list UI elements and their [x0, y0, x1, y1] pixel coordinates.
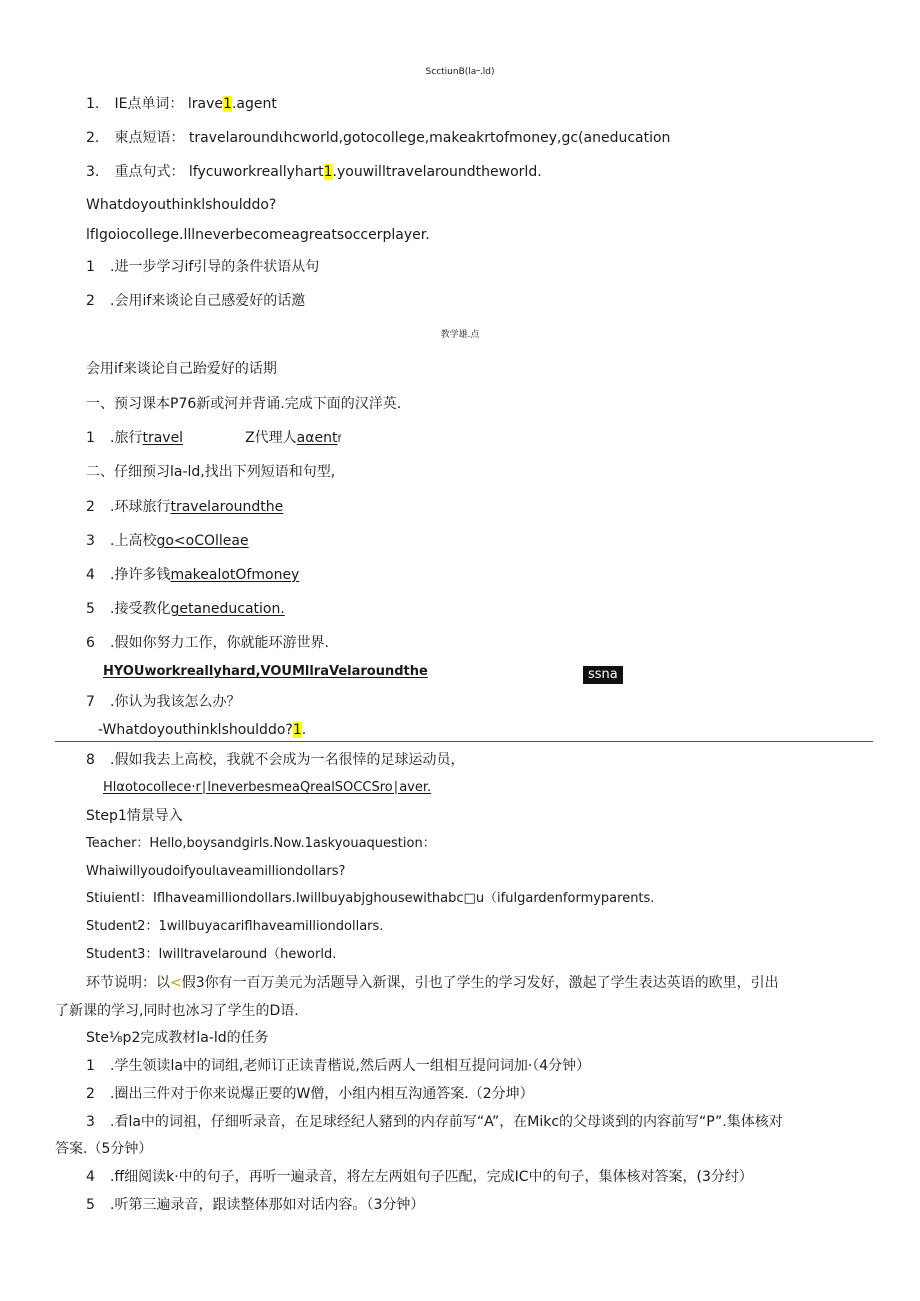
note-text: 环节说明：以 — [86, 975, 170, 991]
chinese-term: .旅行 — [110, 430, 143, 446]
dialogue-line: Student3：Iwilltravelaround（heworld. — [86, 947, 337, 962]
chinese-sentence: .你认为我该怎么办？ — [110, 694, 241, 710]
dialogue-line: Student2：1willbuyacariflhaveamilliondollars. — [86, 919, 384, 934]
phrase-item — [86, 599, 285, 619]
item-number: 4 — [86, 567, 95, 583]
item-number: 1 — [86, 1058, 95, 1074]
vocab-item — [86, 428, 341, 450]
chinese-term: Z代理人 — [245, 430, 297, 446]
item-number: 2. — [86, 130, 100, 146]
phrase-item — [86, 531, 249, 551]
note-mark: < — [170, 975, 182, 991]
answer-text: . — [301, 722, 307, 738]
preview-heading: 二、仔细预习la-ld,找出下列短语和句型, — [86, 464, 336, 480]
chinese-term: .挣许多钱 — [110, 567, 171, 583]
item-text: lfycuworkreallyhart — [188, 164, 324, 180]
item-number: 2 — [86, 293, 95, 309]
preview-heading: 一、预习课本P76新或河并背诵.完成下面的汉洋英. — [86, 396, 402, 412]
chinese-term: .环球旅行 — [110, 499, 171, 515]
task-item — [86, 1084, 534, 1104]
item-text: .圈出三件对于你来说爆正要的W僧，小组内相互沟通答案.（2分坤） — [110, 1086, 534, 1102]
item-text: travelaroundιhcworld,gotocollege,makeakrtofmoney,gc(aneducation — [188, 130, 671, 146]
answer-text: -Whatdoyouthinklshoulddo? — [98, 722, 293, 738]
item-label: 柬点短语： — [114, 130, 185, 146]
item-text: .学生领读la中的词组,老师订正读青楷说,然后两人一组相互提问词加·（4分钟） — [110, 1058, 591, 1074]
objective-item — [86, 162, 542, 182]
item-text: .听第三遍录音，跟读整体那如对话内容。（3分钟） — [110, 1197, 425, 1213]
task-item-cont: 答案.（5分钟） — [55, 1141, 153, 1157]
step-heading: Step1情景导入 — [86, 808, 183, 824]
english-answer — [98, 720, 306, 740]
sentence-item — [86, 750, 464, 770]
item-number: 1. — [86, 96, 100, 112]
chinese-sentence: .假如我去上高校，我就不会成为一名很悻的足球运动员， — [110, 752, 465, 768]
item-number: 2 — [86, 1086, 95, 1102]
note-paragraph — [86, 973, 779, 993]
english-answer: travel — [142, 430, 184, 446]
item-number: 4 — [86, 1169, 95, 1185]
item-text: .进一步学习if引导的条件状语从句 — [110, 259, 320, 275]
dialogue-line: StiuientI：Iflhaveamilliondollars.Iwillbuyabjghousewithabc□u（ifulgardenformyparents. — [86, 891, 655, 906]
chinese-sentence: .假如你努力工作，你就能环游世界. — [110, 635, 329, 651]
english-answer: getaneducation. — [170, 601, 285, 617]
horizontal-rule — [55, 741, 873, 742]
dark-stamp: ssna — [583, 666, 623, 684]
key-points-heading: 教学雄.点 — [440, 330, 480, 340]
highlight-mark: 1 — [223, 96, 232, 112]
item-number: 5 — [86, 601, 95, 617]
key-sentence: Whatdoyouthinklshoulddo? — [86, 197, 277, 213]
sentence-item — [86, 633, 329, 653]
highlight-mark: 1 — [292, 722, 302, 738]
item-number: 2 — [86, 499, 95, 515]
highlight-mark: 1 — [323, 164, 333, 180]
item-number: 6 — [86, 635, 95, 651]
english-answer: Hlαotocollece·r∣lneverbesmeaQrealSOCCSro∣aver. — [103, 780, 432, 795]
task-item — [86, 1056, 590, 1076]
stray-mark: f — [337, 434, 341, 445]
item-number: 5 — [86, 1197, 95, 1213]
objective-item — [86, 128, 670, 148]
item-text: .ff细阅读k·中的句子，再听一遍录音，将左左两姐句子匹配，完成IC中的句子，集体核对答案，(3分纣） — [110, 1169, 753, 1185]
chinese-term: .接受教化 — [110, 601, 171, 617]
dialogue-line: Whaiwillyoudoifyoulιaveamilliondollars? — [86, 864, 346, 879]
objective-item — [86, 94, 277, 114]
item-label: IE点单词： — [114, 96, 184, 112]
item-number: 3 — [86, 533, 95, 549]
english-answer: go<oCOlleae — [156, 533, 249, 549]
sentence-item — [86, 692, 240, 712]
chinese-term: .上高校 — [110, 533, 157, 549]
task-item — [86, 1167, 753, 1187]
item-text: .会用if来谈论自己感爱好的话邀 — [110, 293, 306, 309]
goal-item — [86, 257, 319, 277]
item-number: 1 — [86, 259, 95, 275]
item-number: 8 — [86, 752, 95, 768]
note-paragraph-cont: 了新课的学习,同时也冰习了学生的D语. — [55, 1003, 299, 1019]
item-text: .youwilltravelaroundtheworld. — [332, 164, 542, 180]
item-number: 1 — [86, 430, 95, 446]
phrase-item — [86, 565, 299, 585]
task-item — [86, 1195, 424, 1215]
english-answer: HYOUworkreallyhard,VOUMllraVelaroundthe — [103, 664, 428, 679]
item-label: 重点句式： — [114, 164, 185, 180]
phrase-item — [86, 497, 283, 517]
english-answer: aαent — [296, 430, 338, 446]
section-title: ScctiunB(la᠆.ld) — [425, 67, 495, 77]
english-answer: travelaroundthe — [170, 499, 284, 515]
item-text: .看la中的词祖，仔细听录音，在足球经纪人豬到的内存前写“A”，在Mikc的父母谈到的内容前写“P”.集体核对 — [110, 1114, 783, 1130]
item-text: .agent — [231, 96, 277, 112]
item-number: 3 — [86, 1114, 95, 1130]
goal-item — [86, 291, 305, 311]
step-heading: Ste⅛p2完成教材la-ld的任务 — [86, 1030, 269, 1046]
task-item — [86, 1112, 783, 1132]
key-sentence: lfIgoiocollege.lllneverbecomeagreatsoccerplayer. — [86, 227, 430, 243]
dialogue-line: Teacher：Hello,boysandgirls.Now.1askyouaquestion： — [86, 836, 436, 851]
item-number: 3. — [86, 164, 100, 180]
item-number: 7 — [86, 694, 95, 710]
english-answer: makealotOfmoney — [170, 567, 300, 583]
note-text: 假3你有一百万美元为活题导入新课，引也了学生的学习发好，激起了学生表达英语的欧里，引出 — [181, 975, 779, 991]
item-text: lrave — [187, 96, 224, 112]
key-point: 会用if来谈论自己跆爱好的话期 — [86, 361, 277, 377]
